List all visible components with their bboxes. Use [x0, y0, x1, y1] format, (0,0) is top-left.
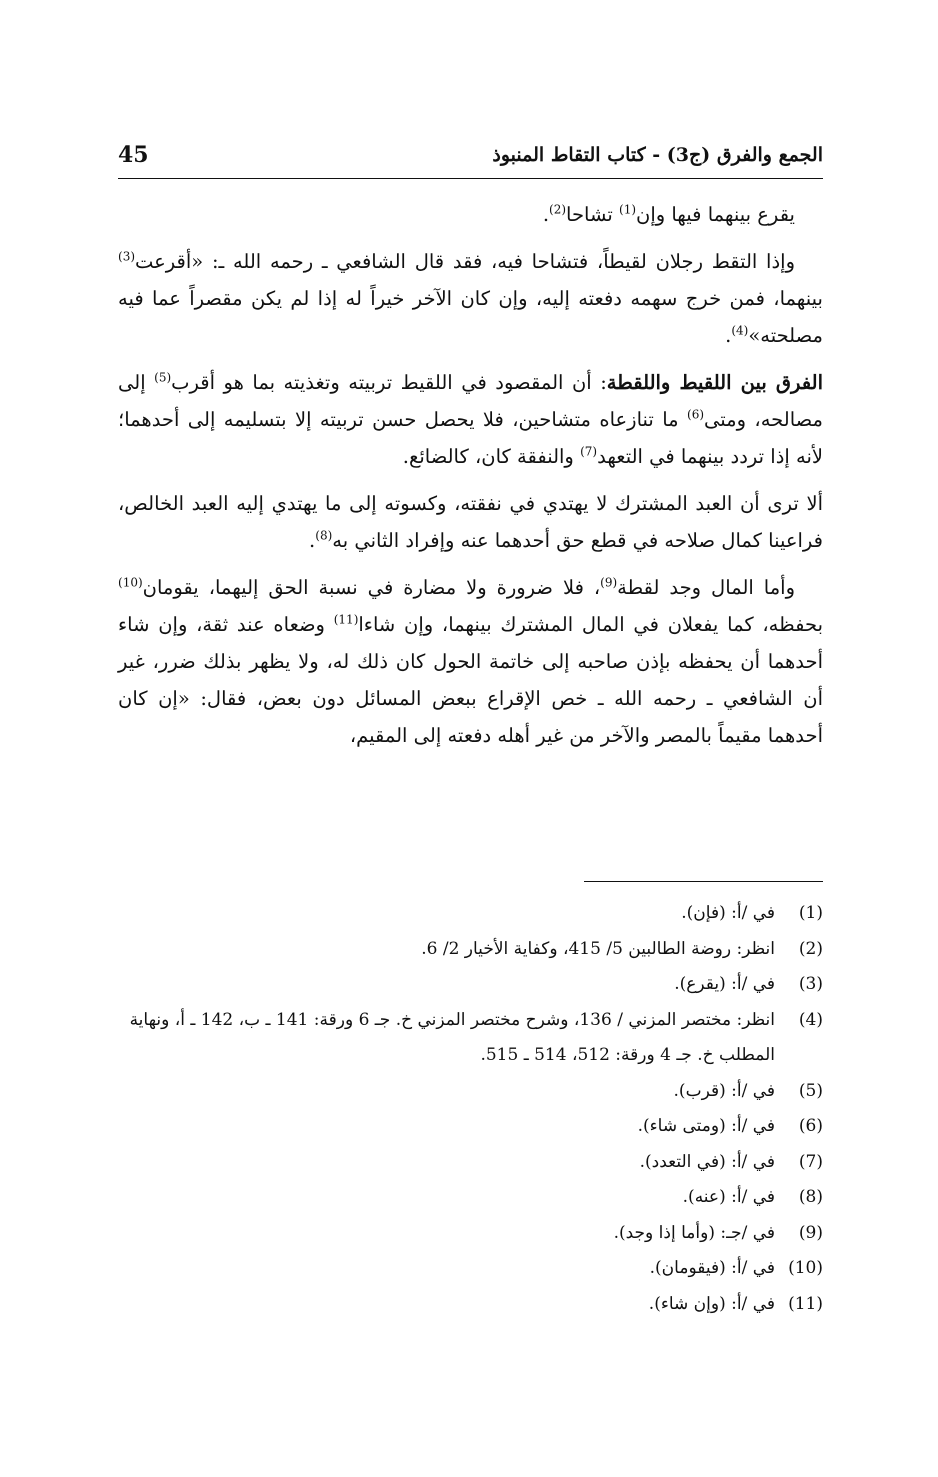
footnote-number: (10): [788, 1258, 823, 1278]
footnote-text: في /أ: (في التعدد).: [639, 1151, 775, 1172]
footnote-item: [100, 1109, 823, 1145]
footnote-separator: [584, 881, 823, 882]
footnote-number: (7): [798, 1151, 823, 1172]
footnote-ref-4: (4): [731, 323, 749, 338]
footnote-ref-9: (9): [600, 575, 618, 590]
footnote-text: في /أ: (فإن).: [681, 903, 775, 923]
footnote-text: في /أ: (يقرع).: [674, 974, 775, 994]
footnote-item: [100, 1145, 823, 1181]
running-header: [118, 140, 823, 179]
text-run: إلى مصالحه، ومتى: [118, 371, 823, 431]
footnote-text: في /أ: (عنه).: [682, 1187, 775, 1207]
text-run: .: [725, 324, 732, 347]
text-run: ألا ترى أن العبد المشترك لا يهتدي في نفقته، وكسوته إلى ما يهتدي إليه العبد الخالص، فراعينا كمال صلاحه في قطع حق أحدهما عنه وإفراد الثاني به: [118, 492, 823, 552]
paragraph-5: [118, 569, 823, 754]
footnote-ref-3: (3): [118, 249, 136, 264]
running-title: الجمع والفرق (ج3) - كتاب التقاط المنبوذ: [492, 144, 823, 166]
footnote-text: انظر: مختصر المزني / 136، وشرح مختصر المزني خ. جـ 6 ورقة: 141 ـ ب، 142 ـ أ، ونهاية المطلب خ. جـ 4 ورقة: 512، 514 ـ 515.: [129, 1009, 775, 1065]
text-run: والنفقة كان، كالضائع.: [402, 445, 581, 468]
text-run: يقرع بينهما فيها وإن: [636, 203, 795, 226]
paragraph-1: [118, 196, 823, 233]
footnote-number: (8): [798, 1187, 823, 1207]
text-run: وإذا التقط رجلان لقيطاً، فتشاحا فيه، فقد قال الشافعي ـ رحمه الله ـ: «أقرعت: [135, 250, 795, 273]
footnote-number: (3): [798, 974, 823, 994]
footnote-item: [100, 1003, 823, 1074]
footnote-number: (11): [788, 1293, 823, 1314]
text-run: وأما المال وجد لقطة: [617, 576, 795, 599]
footnote-number: (6): [798, 1116, 823, 1136]
text-run: تشاحا: [566, 203, 619, 226]
footnote-ref-8: (8): [315, 528, 333, 543]
footnote-text: في /أ: (وإن شاء).: [648, 1293, 775, 1314]
text-run: وضعاه عند ثقة، وإن شاء أحدهما أن يحفظه بإذن صاحبه إلى خاتمة الحول كان ذلك له، ولا يظهر بذلك ضرر، غير أن الشافعي ـ رحمه الله ـ خص الإقراع ببعض المسائل دون بعض، فقال: «إن كان أحدهما مقيماً بالمصر والآخر من غير أهله دفعته إلى المقيم،: [118, 613, 823, 747]
text-run: ما تنازعاه متشاحين، فلا يحصل حسن تربيته إلا بتسليمه إلى أحدهما؛ لأنه إذا تردد بينهما في التعهد: [118, 408, 823, 468]
text-run: .: [542, 203, 550, 226]
footnote-number: (1): [798, 903, 823, 923]
text-run: : أن المقصود في اللقيط تربيته وتغذيته بما هو أقرب: [171, 371, 607, 394]
footnote-item: [100, 932, 823, 968]
footnote-number: (4): [798, 1009, 823, 1030]
footnote-number: (5): [798, 1080, 823, 1101]
footnote-ref-11: (11): [333, 612, 359, 627]
footnote-text: في /أ: (فيقومان).: [649, 1258, 775, 1278]
footnote-ref-10: (10): [118, 575, 143, 590]
footnotes: [100, 896, 823, 1322]
footnote-ref-7: (7): [580, 444, 598, 459]
footnote-number: (9): [798, 1222, 823, 1243]
footnote-item: [100, 1216, 823, 1252]
footnote-number: (2): [798, 938, 823, 959]
footnote-ref-6: (6): [687, 407, 705, 422]
paragraph-4: [118, 485, 823, 559]
paragraph-3: [118, 364, 823, 475]
footnote-text: في /جـ: (وأما إذا وجد).: [613, 1222, 775, 1243]
text-run: بحفظه، كما يفعلان في المال المشترك بينهما، وإن شاءا: [358, 613, 824, 636]
main-text: [118, 196, 823, 764]
footnote-ref-5: (5): [154, 370, 172, 385]
page-number: 45: [118, 142, 149, 168]
footnote-text: انظر: روضة الطالبين 5/ 415، وكفاية الأخيار 2/ 6.: [421, 938, 775, 959]
text-run: ، فلا ضرورة ولا مضارة في نسبة الحق إليهما، يقومان: [142, 576, 601, 599]
text-run: .: [309, 529, 316, 552]
footnote-text: في /أ: (ومتى شاء).: [637, 1116, 775, 1136]
text-run: بينهما، فمن خرج سهمه دفعته إليه، وإن كان الآخر خيراً له إذا لم يكن مقصراً عما فيه مصلحته»: [118, 287, 823, 347]
footnote-item: [100, 896, 823, 932]
footnote-item: [100, 1180, 823, 1216]
footnote-item: [100, 1251, 823, 1287]
footnote-item: [100, 1074, 823, 1110]
footnote-text: في /أ: (قرب).: [673, 1080, 775, 1101]
paragraph-2: [118, 243, 823, 354]
footnote-ref-1: (1): [619, 202, 637, 217]
section-heading: الفرق بين اللقيط واللقطة: [606, 371, 823, 394]
footnote-item: [100, 967, 823, 1003]
footnote-ref-2: (2): [549, 202, 567, 217]
footnote-item: [100, 1287, 823, 1323]
